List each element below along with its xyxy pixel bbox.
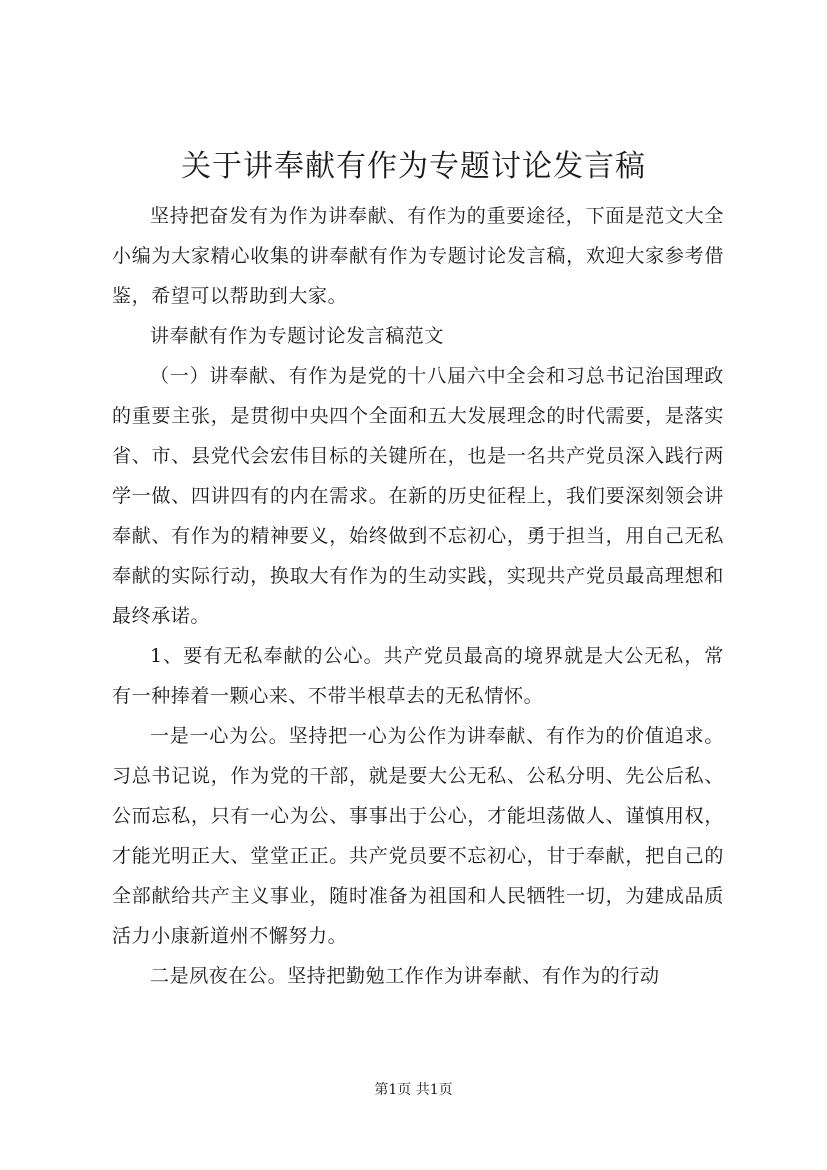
paragraph-first-item: 一是一心为公。坚持把一心为公作为讲奉献、有作为的价值追求。习总书记说，作为党的干部，就是要大公无私、公私分明、先公后私、公而忘私，只有一心为公、事事出于公心，才能坦荡做人、谨慎用权，才能光明正大、堂堂正正。共产党员要不忘初心，甘于奉献，把自己的全部献给共产主义事业，随时准备为祖国和人民牺牲一切，为建成品质活力小康新道州不懈努力。 [112, 725, 724, 947]
page-footer: 第1页 共1页 [374, 1082, 453, 1098]
paragraph-section-one: （一）讲奉献、有作为是党的十八届六中全会和习总书记治国理政的重要主张，是贯彻中央四个全面和五大发展理念的时代需要，是落实省、市、县党代会宏伟目标的关键所在，也是一名共产党员深入践行两学一做、四讲四有的内在需求。在新的历史征程上，我们要深刻领会讲奉献、有作为的精神要义，始终做到不忘初心，勇于担当，用自己无私奉献的实际行动，换取大有作为的生动实践，实现共产党员最高理想和最终承诺。 [112, 365, 724, 627]
paragraph-intro: 坚持把奋发有为作为讲奉献、有作为的重要途径，下面是范文大全小编为大家精心收集的讲奉献有作为专题讨论发言稿，欢迎大家参考借鉴，希望可以帮助到大家。 [112, 205, 724, 307]
document-body [112, 196, 724, 996]
document-title: 关于讲奉献有作为专题讨论发言稿 [181, 149, 646, 184]
paragraph-second-item: 二是夙夜在公。坚持把勤勉工作作为讲奉献、有作为的行动 [150, 965, 660, 987]
paragraph-subheading: 讲奉献有作为专题讨论发言稿范文 [150, 325, 445, 347]
paragraph-point-one: 1、要有无私奉献的公心。共产党员最高的境界就是大公无私，常有一种捧着一颗心来、不带半根草去的无私情怀。 [112, 645, 724, 707]
